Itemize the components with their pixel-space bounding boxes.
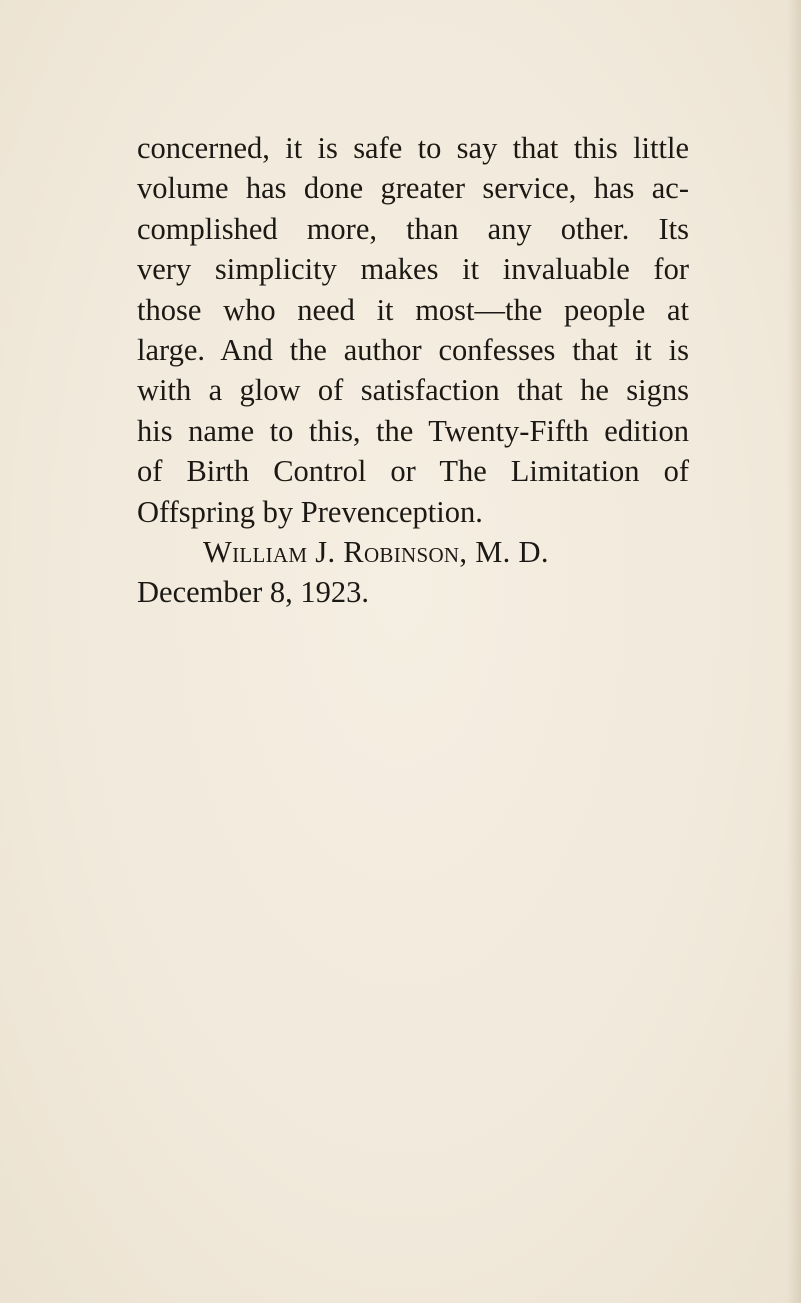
page-edge-shadow (787, 0, 801, 1303)
text-line: concerned, it is safe to say that this little (137, 131, 689, 165)
text-line: with a glow of satisfaction that he signs (137, 373, 689, 408)
text-line: those who need it most—the people at (137, 292, 689, 327)
text-line: large. And the author confesses that it is (137, 332, 689, 367)
text-line: Offspring by Prevenception. (137, 494, 483, 529)
text-line: volume has done greater service, has ac- (137, 171, 689, 206)
text-line: his name to this, the Twenty-Fifth edition (137, 413, 689, 448)
text-line: very simplicity makes it invaluable for (137, 252, 689, 287)
text-line: complished more, than any other. Its (137, 211, 689, 246)
date-line: December 8, 1923. (137, 575, 370, 610)
preface-text (137, 128, 689, 613)
author-signature: William J. Robinson, M. D. (203, 534, 549, 569)
text-line: of Birth Control or The Limitation of (137, 454, 689, 489)
